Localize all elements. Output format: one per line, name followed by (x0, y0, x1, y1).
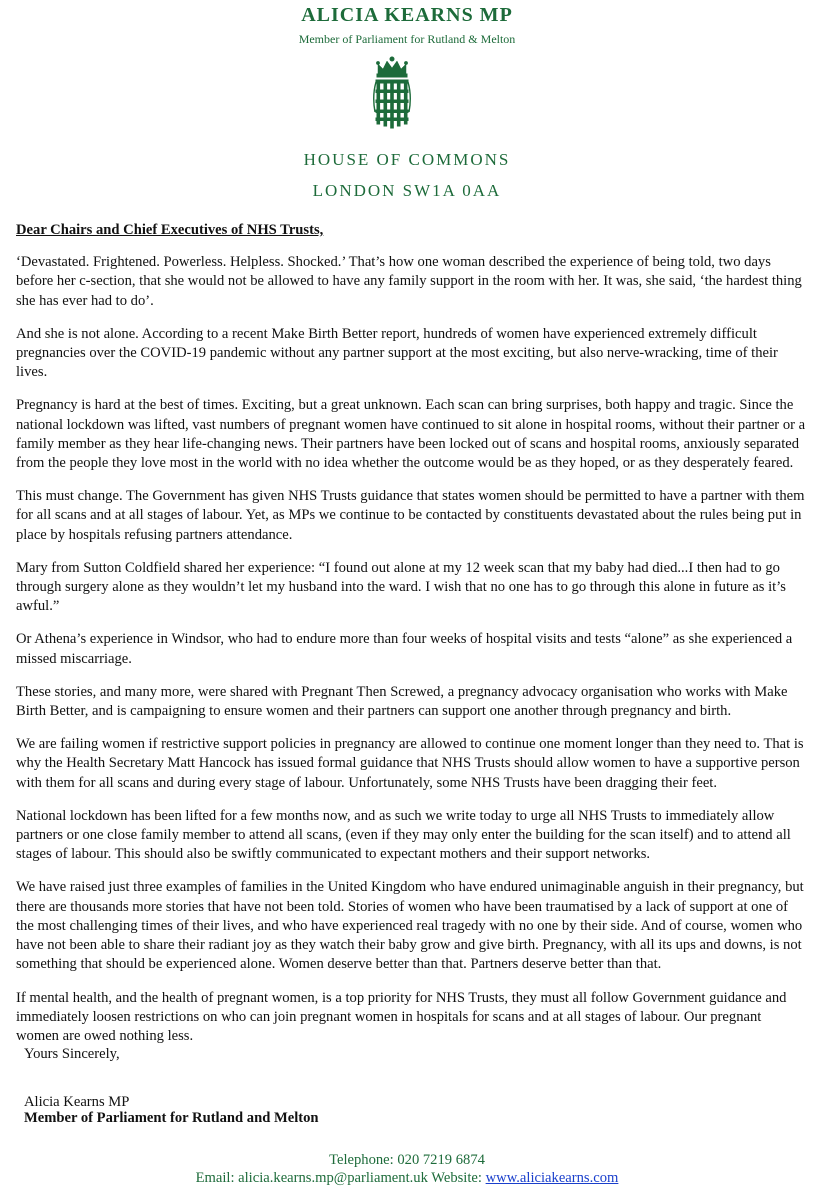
paragraph: ‘Devastated. Frightened. Powerless. Helpless. Shocked.’ That’s how one woman described the experience of being told, two days before her c-section, that she would not be allowed to have any family support in the room with her. It was, she said, ‘the hardest thing she has ever had to do’. (16, 254, 802, 309)
paragraph: We are failing women if restrictive support policies in pregnancy are allowed to continue one moment longer than they need to. That is why the Health Secretary Matt Hancock has issued formal guidance that NHS Trusts should allow women to have a supportive person with them for all scans and during every stage of labour. Unfortunately, some NHS Trusts have been dragging their feet. (16, 736, 804, 791)
signature-name: Alicia Kearns MP (24, 1094, 130, 1110)
letter-body (16, 221, 806, 1060)
paragraph: National lockdown has been lifted for a few months now, and as such we write today to urge all NHS Trusts to immediately allow partners or one close family member to attend all scans, (even if they may only enter the building for the scan itself) and to attend all stages of labour. This should also be swiftly communicated to expectant mothers and their support networks. (16, 807, 791, 863)
paragraph: Mary from Sutton Coldfield shared her experience: “I found out alone at my 12 week scan that my baby had died...I then had to go through surgery alone as they wouldn’t let my husband into the ward. I wish that no one has to go through this alone in future as it’s awful.” (16, 559, 786, 615)
letterhead-name: ALICIA KEARNS MP (301, 4, 513, 26)
letterhead-subtitle: Member of Parliament for Rutland & Melton (298, 32, 516, 46)
portcullis-icon (372, 56, 412, 130)
address-house-of-commons: HOUSE OF COMMONS (303, 150, 511, 169)
closing: Yours Sincerely, (24, 1046, 120, 1062)
footer-telephone: Telephone: 020 7219 6874 (329, 1152, 485, 1168)
paragraph: If mental health, and the health of pregnant women, is a top priority for NHS Trusts, they must all follow Government guidance and immediately loosen restrictions on who can join pregnant women in hospitals for scans and at all stages of labour. Our pregnant women are owed nothing less. (16, 989, 787, 1044)
address-london: LONDON SW1A 0AA (312, 181, 502, 200)
signature-title: Member of Parliament for Rutland and Melton (24, 1110, 319, 1126)
paragraph: And she is not alone. According to a recent Make Birth Better report, hundreds of women have experienced extremely difficult pregnancies over the COVID-19 pandemic without any partner support at the most exciting, but also nerve-wracking, time of their lives. (16, 325, 778, 381)
website-link[interactable]: www.aliciakearns.com (485, 1170, 619, 1186)
footer-email: Email: alicia.kearns.mp@parliament.uk Website: (195, 1170, 486, 1186)
paragraph: Pregnancy is hard at the best of times. Exciting, but a great unknown. Each scan can bring surprises, both happy and tragic. Since the national lockdown was lifted, vast numbers of pregnant women have continued to sit alone in hospital rooms, without their partner or a family member as they hear life-changing news. Their partners have been locked out of scans and hospital rooms, anxiously separated from the people they love most in the world with no idea whether the outcome would be as they hoped, or as they desperately feared. (16, 397, 806, 472)
paragraph: This must change. The Government has given NHS Trusts guidance that states women should be permitted to have a partner with them for all scans and at all stages of labour. Yet, as MPs we continue to be contacted by constituents devastated about the rules being put in place by hospitals refusing partners attendance. (16, 488, 805, 543)
paragraph: We have raised just three examples of families in the United Kingdom who have endured unimaginable anguish in their pregnancy, but there are thousands more stories that have not been told. Stories of women who have been traumatised by a lack of support at one of the most challenging times of their lives, and who have experienced real tragedy with no one by their side. And of course, women who have not been able to share their radiant joy as they watch their baby grow and give birth. Pregnancy, with all its ups and downs, is not something that should be experienced alone. Women deserve better than that. Partners deserve better than that. (16, 879, 804, 973)
footer-contact (0, 1170, 814, 1187)
salutation: Dear Chairs and Chief Executives of NHS Trusts, (16, 222, 324, 238)
paragraph: These stories, and many more, were shared with Pregnant Then Screwed, a pregnancy advocacy organisation who works with Make Birth Better, and is campaigning to ensure women and their partners can support one another through pregnancy and birth. (16, 683, 788, 720)
paragraph: Or Athena’s experience in Windsor, who had to endure more than four weeks of hospital visits and tests “alone” as she experienced a missed miscarriage. (16, 631, 793, 667)
